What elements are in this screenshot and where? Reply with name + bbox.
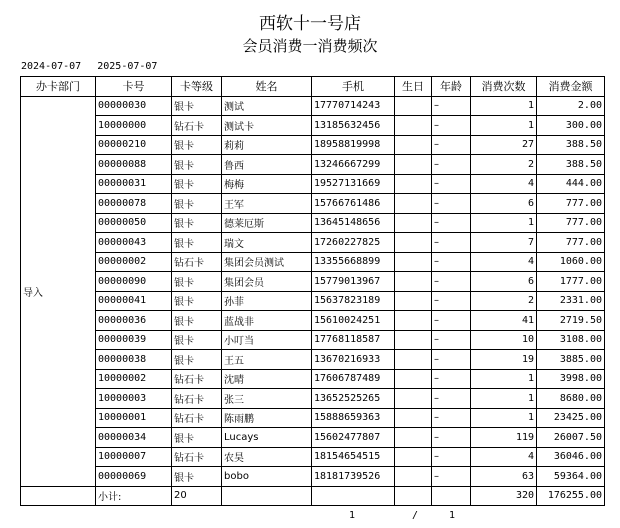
card-number-cell: 00000038	[96, 350, 172, 370]
phone-cell: 15637823189	[312, 291, 395, 311]
visit-count-cell: 4	[471, 252, 537, 272]
phone-cell: 13652525265	[312, 389, 395, 409]
store-name: 西软十一号店	[259, 14, 361, 34]
visit-count-cell: 1	[471, 408, 537, 428]
card-number-cell: 00000030	[96, 96, 172, 116]
age-cell: –	[432, 408, 471, 428]
card-level-cell: 钻石卡	[172, 252, 222, 272]
card-level-cell: 银卡	[172, 135, 222, 155]
member-name-cell: 农昊	[222, 447, 312, 467]
age-cell: –	[432, 389, 471, 409]
subtotal-visit-count: 320	[471, 486, 537, 506]
age-cell: –	[432, 252, 471, 272]
empty-cell	[432, 486, 471, 506]
birthday-cell	[395, 116, 432, 136]
card-number-cell: 00000036	[96, 311, 172, 331]
card-level-cell: 钻石卡	[172, 389, 222, 409]
birthday-cell	[395, 96, 432, 116]
age-cell: –	[432, 174, 471, 194]
birthday-cell	[395, 194, 432, 214]
amount-cell: 3885.00	[537, 350, 605, 370]
age-cell: –	[432, 233, 471, 253]
page-current: 1	[349, 510, 356, 521]
amount-cell: 3998.00	[537, 369, 605, 389]
card-level-cell: 银卡	[172, 233, 222, 253]
card-number-cell: 00000043	[96, 233, 172, 253]
table-row	[21, 467, 605, 487]
table-row	[21, 408, 605, 428]
department-cell: 导入	[21, 96, 96, 486]
member-name-cell: 瑞文	[222, 233, 312, 253]
age-cell: –	[432, 350, 471, 370]
phone-cell: 17768118587	[312, 330, 395, 350]
member-name-cell: 测试	[222, 96, 312, 116]
column-header: 姓名	[222, 77, 312, 97]
card-number-cell: 00000069	[96, 467, 172, 487]
table-row	[21, 350, 605, 370]
member-name-cell: 陈雨鹏	[222, 408, 312, 428]
birthday-cell	[395, 428, 432, 448]
visit-count-cell: 1	[471, 213, 537, 233]
phone-cell: 13645148656	[312, 213, 395, 233]
age-cell: –	[432, 428, 471, 448]
visit-count-cell: 4	[471, 174, 537, 194]
empty-cell	[395, 486, 432, 506]
phone-cell: 17770714243	[312, 96, 395, 116]
birthday-cell	[395, 330, 432, 350]
member-name-cell: 孙菲	[222, 291, 312, 311]
visit-count-cell: 27	[471, 135, 537, 155]
card-number-cell: 00000210	[96, 135, 172, 155]
age-cell: –	[432, 116, 471, 136]
member-name-cell: 沈晴	[222, 369, 312, 389]
birthday-cell	[395, 389, 432, 409]
amount-cell: 2719.50	[537, 311, 605, 331]
column-header: 消费金额	[537, 77, 605, 97]
column-header: 年龄	[432, 77, 471, 97]
card-level-cell: 银卡	[172, 96, 222, 116]
table-row	[21, 291, 605, 311]
subtotal-amount: 176255.00	[537, 486, 605, 506]
card-level-cell: 钻石卡	[172, 116, 222, 136]
member-name-cell: 德莱厄斯	[222, 213, 312, 233]
date-from: 2024-07-07	[21, 61, 82, 72]
phone-cell: 19527131669	[312, 174, 395, 194]
card-level-cell: 银卡	[172, 467, 222, 487]
card-number-cell: 00000090	[96, 272, 172, 292]
phone-cell: 13185632456	[312, 116, 395, 136]
card-number-cell: 10000002	[96, 369, 172, 389]
table-body	[21, 96, 605, 506]
subtotal-label: 小计:	[96, 486, 172, 506]
amount-cell: 388.50	[537, 135, 605, 155]
table-row	[21, 194, 605, 214]
member-name-cell: 测试卡	[222, 116, 312, 136]
birthday-cell	[395, 467, 432, 487]
card-level-cell: 银卡	[172, 194, 222, 214]
column-header: 卡等级	[172, 77, 222, 97]
phone-cell: 17260227825	[312, 233, 395, 253]
phone-cell: 15602477807	[312, 428, 395, 448]
table-row	[21, 174, 605, 194]
card-number-cell: 00000034	[96, 428, 172, 448]
age-cell: –	[432, 155, 471, 175]
member-name-cell: 王五	[222, 350, 312, 370]
date-range	[21, 61, 167, 73]
age-cell: –	[432, 311, 471, 331]
birthday-cell	[395, 291, 432, 311]
amount-cell: 2331.00	[537, 291, 605, 311]
visit-count-cell: 6	[471, 272, 537, 292]
member-name-cell: 张三	[222, 389, 312, 409]
birthday-cell	[395, 213, 432, 233]
page-total: 1	[449, 510, 456, 521]
table-row	[21, 135, 605, 155]
visit-count-cell: 41	[471, 311, 537, 331]
phone-cell: 18154654515	[312, 447, 395, 467]
member-name-cell: 莉莉	[222, 135, 312, 155]
visit-count-cell: 1	[471, 369, 537, 389]
card-number-cell: 10000007	[96, 447, 172, 467]
age-cell: –	[432, 369, 471, 389]
card-number-cell: 10000003	[96, 389, 172, 409]
table-row	[21, 311, 605, 331]
amount-cell: 777.00	[537, 213, 605, 233]
card-level-cell: 银卡	[172, 155, 222, 175]
card-number-cell: 00000088	[96, 155, 172, 175]
card-level-cell: 银卡	[172, 213, 222, 233]
card-level-cell: 银卡	[172, 350, 222, 370]
table-row	[21, 96, 605, 116]
birthday-cell	[395, 311, 432, 331]
birthday-cell	[395, 350, 432, 370]
card-level-cell: 钻石卡	[172, 447, 222, 467]
table-row	[21, 213, 605, 233]
visit-count-cell: 7	[471, 233, 537, 253]
card-level-cell: 钻石卡	[172, 369, 222, 389]
table-row	[21, 155, 605, 175]
member-name-cell: bobo	[222, 467, 312, 487]
phone-cell: 13246667299	[312, 155, 395, 175]
amount-cell: 1060.00	[537, 252, 605, 272]
table-row	[21, 447, 605, 467]
phone-cell: 18181739526	[312, 467, 395, 487]
column-header: 手机	[312, 77, 395, 97]
member-name-cell: 集团会员测试	[222, 252, 312, 272]
subtotal-row	[21, 486, 605, 506]
visit-count-cell: 10	[471, 330, 537, 350]
amount-cell: 388.50	[537, 155, 605, 175]
table-row	[21, 252, 605, 272]
phone-cell: 15766761486	[312, 194, 395, 214]
member-name-cell: 蓝战非	[222, 311, 312, 331]
visit-count-cell: 1	[471, 389, 537, 409]
phone-cell: 13670216933	[312, 350, 395, 370]
card-level-cell: 银卡	[172, 272, 222, 292]
birthday-cell	[395, 135, 432, 155]
column-header: 生日	[395, 77, 432, 97]
header-row	[21, 77, 605, 97]
age-cell: –	[432, 330, 471, 350]
member-name-cell: Lucays	[222, 428, 312, 448]
visit-count-cell: 1	[471, 116, 537, 136]
birthday-cell	[395, 369, 432, 389]
age-cell: –	[432, 213, 471, 233]
table-row	[21, 330, 605, 350]
card-level-cell: 银卡	[172, 174, 222, 194]
amount-cell: 36046.00	[537, 447, 605, 467]
age-cell: –	[432, 467, 471, 487]
card-number-cell: 10000001	[96, 408, 172, 428]
report-title: 会员消费一消费频次	[242, 37, 378, 55]
table-row	[21, 116, 605, 136]
report-table	[20, 76, 605, 506]
table-row	[21, 272, 605, 292]
card-level-cell: 银卡	[172, 311, 222, 331]
amount-cell: 444.00	[537, 174, 605, 194]
phone-cell: 15888659363	[312, 408, 395, 428]
age-cell: –	[432, 447, 471, 467]
visit-count-cell: 63	[471, 467, 537, 487]
column-header: 办卡部门	[21, 77, 96, 97]
card-level-cell: 银卡	[172, 330, 222, 350]
visit-count-cell: 2	[471, 291, 537, 311]
age-cell: –	[432, 194, 471, 214]
visit-count-cell: 119	[471, 428, 537, 448]
card-number-cell: 10000000	[96, 116, 172, 136]
age-cell: –	[432, 291, 471, 311]
age-cell: –	[432, 96, 471, 116]
card-number-cell: 00000041	[96, 291, 172, 311]
visit-count-cell: 6	[471, 194, 537, 214]
birthday-cell	[395, 155, 432, 175]
column-header: 卡号	[96, 77, 172, 97]
age-cell: –	[432, 272, 471, 292]
visit-count-cell: 19	[471, 350, 537, 370]
amount-cell: 1777.00	[537, 272, 605, 292]
phone-cell: 17606787489	[312, 369, 395, 389]
amount-cell: 2.00	[537, 96, 605, 116]
table-row	[21, 233, 605, 253]
empty-cell	[222, 486, 312, 506]
birthday-cell	[395, 233, 432, 253]
birthday-cell	[395, 174, 432, 194]
card-number-cell: 00000031	[96, 174, 172, 194]
member-name-cell: 集团会员	[222, 272, 312, 292]
member-name-cell: 小叮当	[222, 330, 312, 350]
amount-cell: 3108.00	[537, 330, 605, 350]
phone-cell: 15779013967	[312, 272, 395, 292]
table-row	[21, 369, 605, 389]
birthday-cell	[395, 447, 432, 467]
phone-cell: 13355668899	[312, 252, 395, 272]
empty-cell	[21, 486, 96, 506]
age-cell: –	[432, 135, 471, 155]
card-number-cell: 00000050	[96, 213, 172, 233]
card-number-cell: 00000002	[96, 252, 172, 272]
birthday-cell	[395, 252, 432, 272]
card-number-cell: 00000039	[96, 330, 172, 350]
member-name-cell: 王军	[222, 194, 312, 214]
page-separator: /	[412, 510, 419, 521]
card-level-cell: 钻石卡	[172, 408, 222, 428]
visit-count-cell: 2	[471, 155, 537, 175]
phone-cell: 15610024251	[312, 311, 395, 331]
date-to: 2025-07-07	[97, 61, 158, 72]
column-header: 消费次数	[471, 77, 537, 97]
amount-cell: 777.00	[537, 194, 605, 214]
amount-cell: 59364.00	[537, 467, 605, 487]
visit-count-cell: 4	[471, 447, 537, 467]
amount-cell: 8680.00	[537, 389, 605, 409]
amount-cell: 23425.00	[537, 408, 605, 428]
birthday-cell	[395, 408, 432, 428]
amount-cell: 300.00	[537, 116, 605, 136]
table-row	[21, 428, 605, 448]
member-name-cell: 鲁西	[222, 155, 312, 175]
card-level-cell: 银卡	[172, 291, 222, 311]
card-number-cell: 00000078	[96, 194, 172, 214]
member-name-cell: 梅梅	[222, 174, 312, 194]
phone-cell: 18958819998	[312, 135, 395, 155]
table-row	[21, 389, 605, 409]
visit-count-cell: 1	[471, 96, 537, 116]
birthday-cell	[395, 272, 432, 292]
subtotal-card-count: 20	[172, 486, 222, 506]
empty-cell	[312, 486, 395, 506]
card-level-cell: 银卡	[172, 428, 222, 448]
amount-cell: 26007.50	[537, 428, 605, 448]
amount-cell: 777.00	[537, 233, 605, 253]
